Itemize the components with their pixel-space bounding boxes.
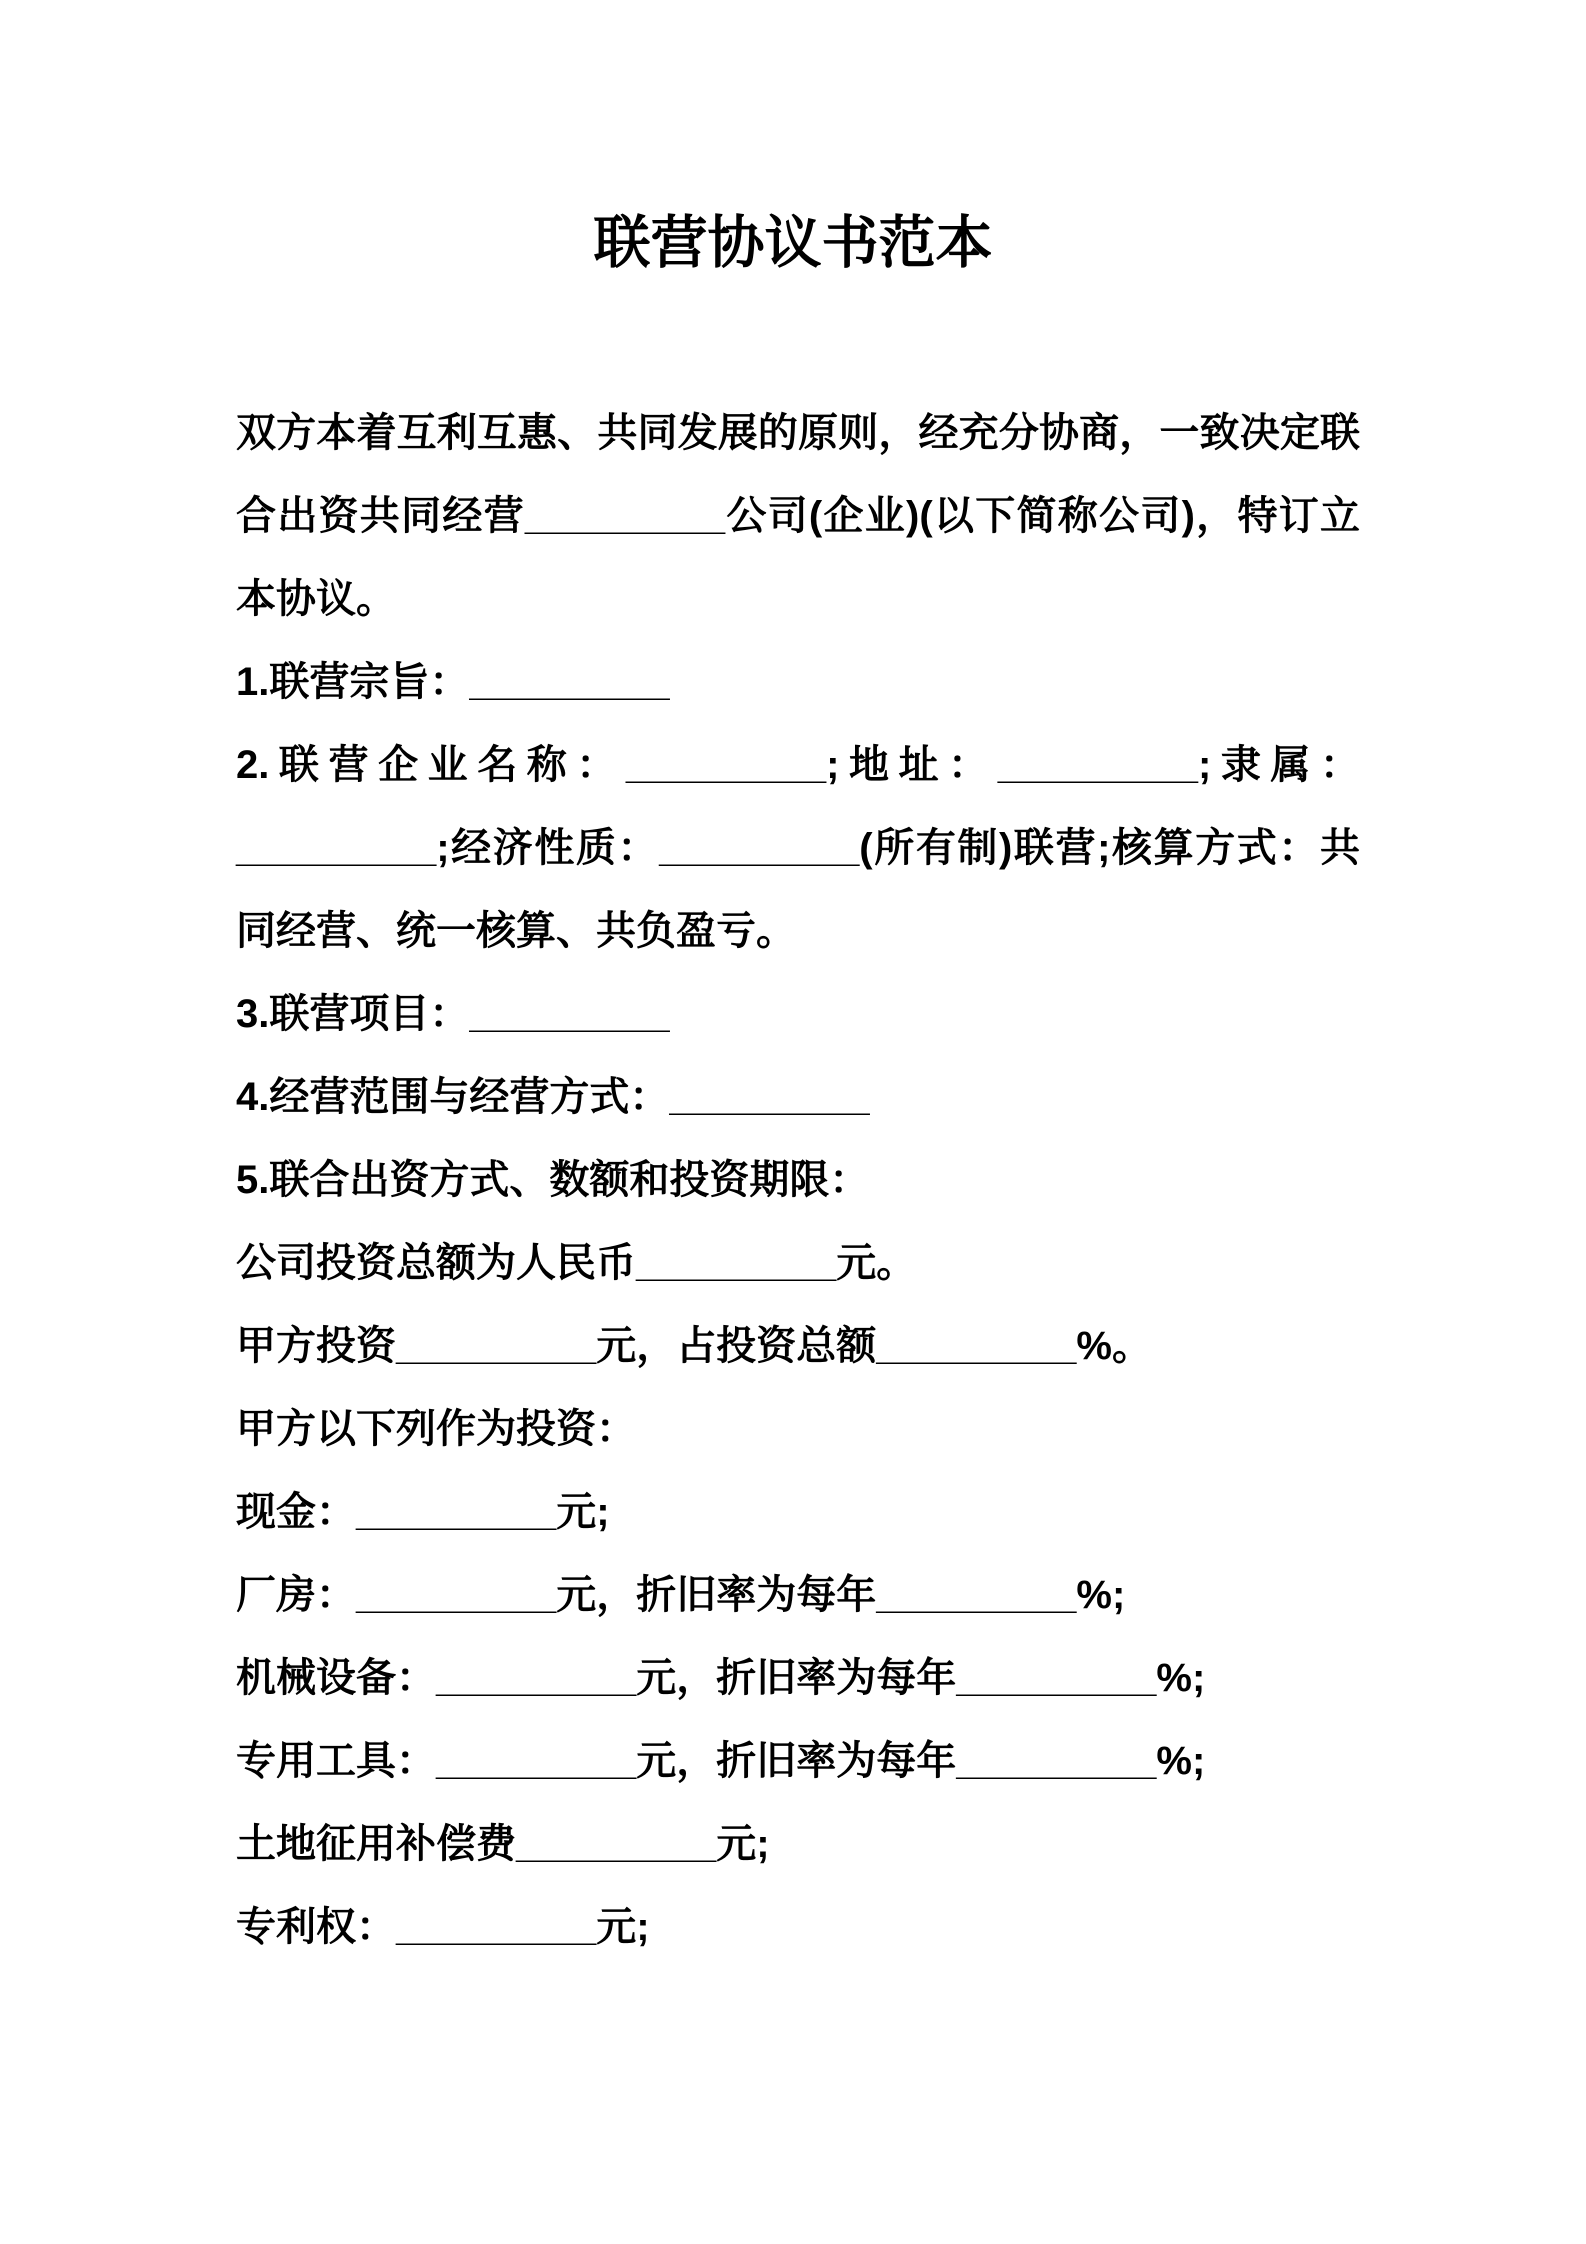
paragraph: 4.经营范围与经营方式：_________ xyxy=(236,1075,870,1119)
document-body xyxy=(236,392,1360,1969)
paragraph: 专用工具：_________元，折旧率为每年_________%; xyxy=(236,1739,1206,1783)
paragraph: 专利权：_________元; xyxy=(236,1905,650,1949)
paragraph: 公司投资总额为人民币_________元。 xyxy=(236,1241,917,1285)
paragraph: 甲方投资_________元，占投资总额_________%。 xyxy=(236,1324,1152,1368)
paragraph: 双方本着互利互惠、共同发展的原则，经充分协商，一致决定联合出资共同经营_________公司(企业)(以下简称公司)，特订立本协议。 xyxy=(236,411,1360,621)
paragraph: 土地征用补偿费_________元; xyxy=(236,1822,770,1866)
paragraph: 厂房：_________元，折旧率为每年_________%; xyxy=(236,1573,1126,1617)
paragraph: 2.联营企业名称：_________;地址：_________;隶属：_________;经济性质：_________(所有制)联营;核算方式：共同经营、统一核算、共负盈亏。 xyxy=(236,743,1360,953)
paragraph: 1.联营宗旨：_________ xyxy=(236,660,670,704)
paragraph: 5.联合出资方式、数额和投资期限： xyxy=(236,1158,870,1202)
paragraph: 机械设备：_________元，折旧率为每年_________%; xyxy=(236,1656,1206,1700)
paragraph: 3.联营项目：_________ xyxy=(236,992,670,1036)
document-title: 联营协议书范本 xyxy=(593,211,993,275)
paragraph: 现金：_________元; xyxy=(236,1490,610,1534)
paragraph: 甲方以下列作为投资： xyxy=(236,1407,636,1451)
